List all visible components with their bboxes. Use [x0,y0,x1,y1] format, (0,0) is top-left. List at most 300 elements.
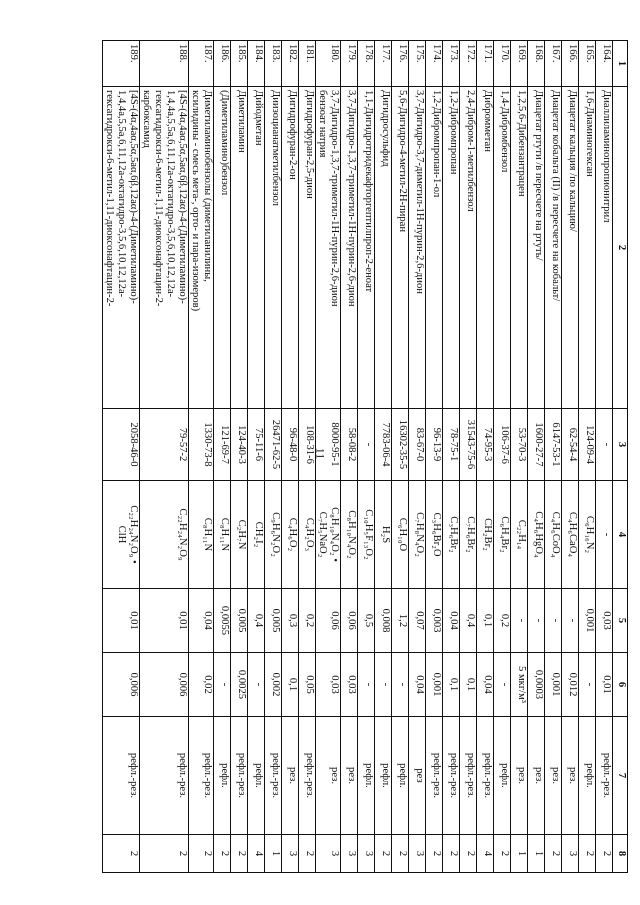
chemical-formula [265,481,282,589]
chemical-formula-line: C₈H₁₀N₄O₂ • [329,507,340,562]
hazard-note: рефл.-рез. [140,717,189,835]
value-col5: - [528,589,545,653]
value-col6: 0,012 [562,653,579,717]
hazard-class: 3 [316,835,341,873]
hazard-class: 2 [426,835,443,873]
substance-name [426,87,443,409]
substance-name-line: Диаллиламинопропионитрил [601,90,612,223]
hazard-class: 1 [265,835,282,873]
hazard-note: рефл.-рез. [265,717,282,835]
row-number: 182. [282,41,299,87]
hazard-note: рефл.-рез. [189,717,214,835]
row-number: 187. [189,41,214,87]
substance-name [511,87,528,409]
chemical-formula [494,481,511,589]
value-col6: 0,001 [426,653,443,717]
table-body [103,41,613,873]
value-col5: 0,001 [579,589,596,653]
substance-name-line: 1,6-Диаминогексан [584,90,595,177]
value-col6: - [214,653,231,717]
value-col6: - [358,653,375,717]
table-row [545,41,562,873]
value-col6: 0,1 [282,653,299,717]
chemical-formula-line: C₆H₁₀O [397,517,408,552]
value-col5: 0,4 [460,589,477,653]
row-number: 185. [231,41,248,87]
value-col5: 0,005 [265,589,282,653]
value-col5: - [562,589,579,653]
substance-name [231,87,248,409]
hazard-note: рефл. [248,717,265,835]
substance-name-line: бензоат натрия [317,90,328,158]
chemical-formula [316,481,341,589]
cas-number: 6147-53-1 [545,409,562,481]
cas-number: 58-08-2 [341,409,358,481]
chemical-formula-line: C₂₂H₁₄ [516,519,527,550]
hazard-note: рез. [341,717,358,835]
chemical-formula-line: C₉H₆N₂O₂ [270,512,281,557]
substance-name [460,87,477,409]
value-col6: - [579,653,596,717]
chemical-formula-line: C₄H₆O₂ [287,517,298,552]
cas-number: 74-95-3 [477,409,494,481]
row-number: 177. [375,41,392,87]
hazard-class: 2 [443,835,460,873]
hazard-class: 2 [375,835,392,873]
substance-name-line: 1,4,4а,5,5а,6,11,12а-октагидро-3,5,6,10,12,12а- [116,90,127,298]
chemical-formula [426,481,443,589]
cas-number: 2058-46-0 [103,409,140,481]
hazard-note: рефл.-рез. [477,717,494,835]
column-header: 4 [613,481,628,589]
value-col6: 0,006 [140,653,189,717]
chemical-formula [231,481,248,589]
chemical-formula-line: C₂H₇N [236,519,247,550]
hazard-note: рез. [562,717,579,835]
substance-name-line: 1,4-Дибромбензол [499,90,510,173]
table-row [443,41,460,873]
cas-number: 124-09-4 [579,409,596,481]
hazard-class: 2 [579,835,596,873]
chemical-formula-line: C₃H₆Br₂ [448,516,459,553]
substance-name [494,87,511,409]
cas-number: 75-11-6 [248,409,265,481]
table-row [265,41,282,873]
cas-number: 31543-75-6 [460,409,477,481]
substance-name-line: 1,4,4а,5,5а,6,11,12а-октагидро-3,5,6,10,12,12а- [165,90,176,298]
column-header: 2 [613,87,628,409]
row-number: 176. [392,41,409,87]
hazard-note: рефл.-рез. [460,717,477,835]
value-col6: 0,05 [299,653,316,717]
substance-name-line: [4S-(4α,4аα,5α,5аα,6β,12аα)-4-(Диметиламино)- [128,90,139,304]
substance-name [214,87,231,409]
substance-name-line: Диацетат ртути /в пересчете на ртуть/ [533,90,544,261]
chemical-formula-line: C₃H₆Br₂O [431,512,442,557]
table-row [248,41,265,873]
row-number: 178. [358,41,375,87]
substance-name [409,87,426,409]
hazard-class: 2 [189,835,214,873]
hazard-class: 4 [248,835,265,873]
chemical-formula [409,481,426,589]
row-number: 168. [528,41,545,87]
cas-number: 106-37-6 [494,409,511,481]
row-number: 179. [341,41,358,87]
row-number: 174. [426,41,443,87]
table-row [392,41,409,873]
value-col6: 0,006 [103,653,140,717]
value-col5: 0,0055 [214,589,231,653]
hazard-class: 3 [282,835,299,873]
substance-name-line: [4S-(4α,4аα,5α,5аα,6β,12аα)-4-(Диметиламино)- [177,90,188,304]
row-number: 183. [265,41,282,87]
table-row [189,41,214,873]
value-col5: - [545,589,562,653]
cas-number: 16302-35-5 [392,409,409,481]
hazard-class: 3 [341,835,358,873]
cas-number: 96-13-9 [426,409,443,481]
value-col6: - [375,653,392,717]
value-col6: - [392,653,409,717]
column-header: 5 [613,589,628,653]
value-col5: 0,005 [231,589,248,653]
value-col6: 0,001 [545,653,562,717]
hazard-class: 2 [494,835,511,873]
hazard-note: рефл. [392,717,409,835]
column-header: 8 [613,835,628,873]
chemical-formula [248,481,265,589]
chemical-formula [375,481,392,589]
cas-number: 7783-06-4 [375,409,392,481]
table-row [426,41,443,873]
row-number: 172. [460,41,477,87]
table-row [511,41,528,873]
substance-name [545,87,562,409]
row-number: 180. [316,41,341,87]
chemical-formula-line: CH₂I₂ [253,521,264,548]
chemical-formula-line: C₈H₁₀N₄O₂ [346,510,357,559]
chemical-formula-line: C₂₂H₂₄N₂O₉ • [128,505,139,564]
substance-name [282,87,299,409]
chemical-formula [358,481,375,589]
table-row [409,41,426,873]
substance-name-line: 1,2,5,6-Дибензантрацен [516,90,527,197]
hazard-note: рефл. [214,717,231,835]
value-col6: 0,04 [477,653,494,717]
value-col5: 0,01 [103,589,140,653]
value-col5: 0,03 [596,589,613,653]
value-col5: 0,06 [316,589,341,653]
table-row [341,41,358,873]
value-col5: 0,003 [426,589,443,653]
substance-name-line: Дигидрофуран-2-он [287,90,298,180]
substance-name [528,87,545,409]
chemical-formula-line: C₄H₆CoO₄ [550,511,561,558]
substance-name [443,87,460,409]
value-col5: 0,5 [358,589,375,653]
value-col5: 0,008 [375,589,392,653]
value-col6: 0,002 [265,653,282,717]
hazard-class: 4 [477,835,494,873]
substance-name-line: Диизоцианатметилбензол [270,90,281,206]
table-row [231,41,248,873]
hazard-class: 1 [511,835,528,873]
column-header: 3 [613,409,628,481]
value-col5: - [511,589,528,653]
substance-name-line: ксилидины - смесь мета-, орто- и пара-изомеров) [190,90,201,312]
chemical-formula [299,481,316,589]
table-row [562,41,579,873]
value-col5: 0,04 [189,589,214,653]
substance-name [316,87,341,409]
substance-name [299,87,316,409]
hazard-class: 2 [596,835,613,873]
chemical-formula-line: C₁₀H₅F₁₃O₂ [363,509,374,560]
value-col5: 0,3 [282,589,299,653]
value-col6: 0,1 [460,653,477,717]
value-col5: 0,4 [248,589,265,653]
value-col5: 1,2 [392,589,409,653]
chemical-formula [214,481,231,589]
chemical-formula [341,481,358,589]
hazard-class: 2 [545,835,562,873]
chemical-formula-line: C₈H₁₁N [202,517,213,552]
value-col5: 0,1 [477,589,494,653]
substance-name-line: Дибромметан [482,90,493,152]
substance-name-line: Дийодметан [253,90,264,146]
chemical-formula [477,481,494,589]
chemical-formula [282,481,299,589]
substance-name-line: карбоксамид [141,90,152,148]
substance-name [103,87,140,409]
value-col6: 0,0025 [231,653,248,717]
value-col5: 0,07 [409,589,426,653]
substance-name-line: Диацетат кобальта (II) /в пересчете на кобальт/ [550,90,561,302]
hazard-note: рефл.-рез. [443,717,460,835]
hazard-note: рефл.-рез. [103,717,140,835]
table-row [494,41,511,873]
chemical-formula [392,481,409,589]
value-col5: 0,04 [443,589,460,653]
hazard-note: рефл.-рез. [299,717,316,835]
cas-number: 124-40-3 [231,409,248,481]
chemical-formula-line: C₇H₅NaO₂ [317,511,328,558]
hazard-note: рез. [528,717,545,835]
substance-name [392,87,409,409]
table-row [358,41,375,873]
substance-name-line: 5,6-Дигидро-4-метил-2Н-пиран [397,90,408,233]
row-number: 173. [443,41,460,87]
table-row [214,41,231,873]
table-row [579,41,596,873]
substance-name-line: 1,2-Дибромпропан [448,90,459,175]
chemical-formula [562,481,579,589]
hazard-note: рефл.-рез. [231,717,248,835]
value-col6: 5 мкг/м³ [511,653,528,717]
row-number: 169. [511,41,528,87]
value-col6: 0,01 [596,653,613,717]
value-col5: 0,2 [299,589,316,653]
substance-name-line: 3,7-Дигидро-1,3,7-триметил-1Н-пурин-2,6-дион [346,90,357,307]
column-header: 6 [613,653,628,717]
table-row [596,41,613,873]
page-number: 11 [313,447,328,460]
chemical-formula-line: C₇H₈N₄O₂ [414,512,425,557]
chemical-formula [460,481,477,589]
chemical-formula-line: C₄H₂O₃ [304,517,315,552]
substance-name [358,87,375,409]
substance-name [140,87,189,409]
substance-name-line: 1,2-Дибромпропан-1-ол [431,90,442,198]
cas-number: 62-54-4 [562,409,579,481]
chemical-formula-line: ClH [116,525,127,544]
substance-name-line: 3,7-Дигидро-3,7-диметил-1Н-пурин-2,6-дион [414,90,425,294]
cas-number: - [358,409,375,481]
substance-name [596,87,613,409]
table-row [140,41,189,873]
chemical-formula [596,481,613,589]
substance-name-line: Диметиламин [236,90,247,153]
cas-number: - [596,409,613,481]
substance-name-line: 2,4-Дибром-1-метилбензол [465,90,476,212]
hazard-class: 3 [409,835,426,873]
hazard-note: рефл. [494,717,511,835]
chemical-formula-line: C₂₂H₂₄N₂O₉ [177,508,188,561]
substance-name-line: (Диметиламино)бензол [219,90,230,196]
value-col5: 0,01 [140,589,189,653]
value-col6: 0,03 [316,653,341,717]
row-number: 166. [562,41,579,87]
table-row [528,41,545,873]
hazard-class: 1 [528,835,545,873]
substance-name-line: Дигидрофуран-2,5-дион [304,90,315,199]
chemical-formula-line: C₇H₆Br₂ [465,516,476,553]
hazard-note: рефл.-рез. [426,717,443,835]
chemical-formula [189,481,214,589]
substance-name-line: Диацетат кальция /по кальцию/ [567,90,578,232]
chemical-formula-line: C₄H₆CaO₄ [567,511,578,558]
substance-name [579,87,596,409]
substance-name-line: гексагидрокси-6-метил-1,11-диоксонафтацин-2- [153,90,164,307]
value-col6: 0,0003 [528,653,545,717]
chemical-formula [443,481,460,589]
substance-table [102,40,628,873]
row-number: 189. [103,41,140,87]
hazard-note: рез. [316,717,341,835]
cas-number: 53-70-3 [511,409,528,481]
value-col5: 0,06 [341,589,358,653]
value-col6: 0,03 [341,653,358,717]
cas-number: 96-48-0 [282,409,299,481]
chemical-formula [140,481,189,589]
row-number: 165. [579,41,596,87]
hazard-note: рез. [282,717,299,835]
substance-name [248,87,265,409]
chemical-formula [579,481,596,589]
hazard-note: рез [409,717,426,835]
chemical-formula-line: CH₂Br₂ [482,518,493,551]
hazard-note: рефл. [579,717,596,835]
substance-name-line: 1,1-Дигидротридекафторгептилпроп-2-еноат [363,90,374,293]
chemical-formula [528,481,545,589]
table-row [282,41,299,873]
cas-number: 108-31-6 [299,409,316,481]
cas-number: 78-75-1 [443,409,460,481]
row-number: 171. [477,41,494,87]
hazard-class: 2 [103,835,140,873]
value-col6: - [494,653,511,717]
cas-number: 83-67-0 [409,409,426,481]
chemical-formula [511,481,528,589]
hazard-class: 2 [460,835,477,873]
substance-name [265,87,282,409]
hazard-note: рез. [545,717,562,835]
row-number: 167. [545,41,562,87]
column-header: 1 [613,41,628,87]
hazard-class: 2 [231,835,248,873]
document-sheet [38,40,628,872]
cas-number: 8000-95-1 [316,409,341,481]
cas-number: 79-57-2 [140,409,189,481]
column-header: 7 [613,717,628,835]
hazard-class: 2 [392,835,409,873]
table-row [477,41,494,873]
hazard-class: 3 [562,835,579,873]
chemical-formula [545,481,562,589]
cas-number: 1600-27-7 [528,409,545,481]
table-row [375,41,392,873]
cas-number: 121-69-7 [214,409,231,481]
header-row [613,41,628,873]
substance-name [341,87,358,409]
value-col6: 0,04 [409,653,426,717]
value-col6: - [248,653,265,717]
table-row [103,41,140,873]
hazard-class: 2 [140,835,189,873]
row-number: 175. [409,41,426,87]
hazard-class: 3 [358,835,375,873]
substance-name-line: 3,7-Дигидро-1,3,7-триметил-1Н-пурин-2,6-дион [329,90,340,307]
value-col6: 0,02 [189,653,214,717]
chemical-formula-line: C₆H₄Br₂ [499,516,510,553]
substance-name [189,87,214,409]
substance-name-line: Дигидросульфид [380,90,391,167]
substance-name [477,87,494,409]
hazard-note: рез. [511,717,528,835]
value-col6: 0,1 [443,653,460,717]
cas-number: 26471-62-5 [265,409,282,481]
row-number: 188. [140,41,189,87]
cas-number: 1330-73-8 [189,409,214,481]
chemical-formula-line: C₆H₁₆N₂ [584,515,595,554]
substance-name-line: Диметиламинобензолы (диметиланилины, [202,90,213,282]
row-number: 186. [214,41,231,87]
table-row [299,41,316,873]
table-row [316,41,341,873]
row-number: 184. [248,41,265,87]
substance-name-line: гексагидрокси-6-метил-1,11-диоксонафтацин-2- [104,90,115,307]
chemical-formula-line: H₂S [380,525,391,544]
hazard-note: рефл.-рез. [596,717,613,835]
row-number: 164. [596,41,613,87]
chemical-formula-line: C₈H₁₁N [219,517,230,552]
table-row [460,41,477,873]
row-number: 181. [299,41,316,87]
hazard-class: 2 [299,835,316,873]
hazard-note: рефл. [358,717,375,835]
hazard-class: 2 [214,835,231,873]
